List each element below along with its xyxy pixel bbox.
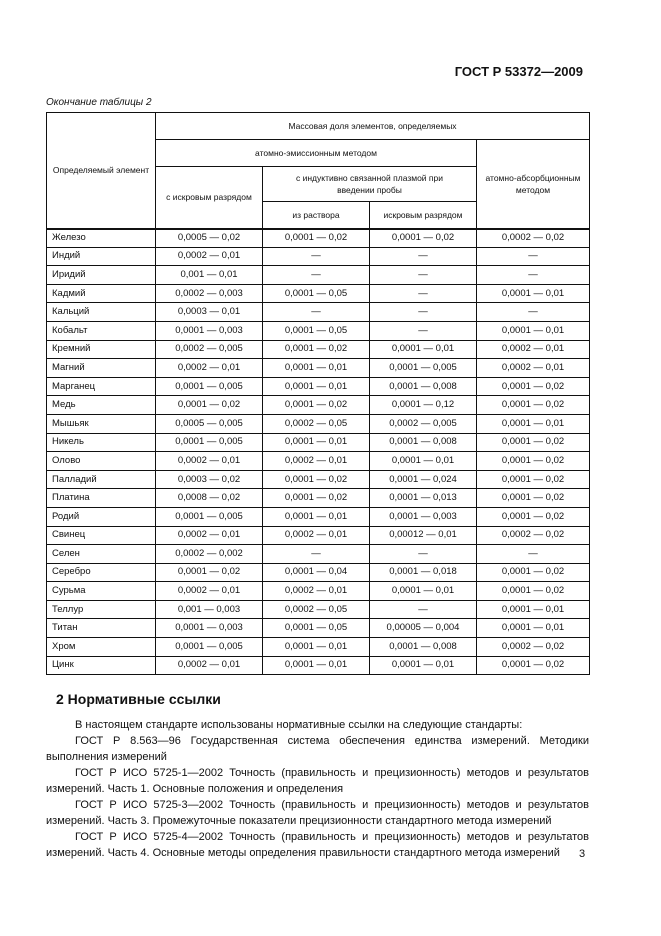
cell-icp-solution: 0,0001 — 0,02: [263, 396, 370, 415]
cell-icp-spark: 0,0001 — 0,008: [370, 638, 477, 657]
cell-element: Свинец: [47, 526, 156, 545]
cell-icp-solution: 0,0001 — 0,01: [263, 433, 370, 452]
cell-icp-solution: 0,0001 — 0,01: [263, 656, 370, 675]
cell-element: Титан: [47, 619, 156, 638]
cell-aas: 0,0001 — 0,02: [477, 582, 590, 601]
document-id: ГОСТ Р 53372—2009: [454, 64, 583, 79]
table-row: [47, 433, 590, 452]
table-row: [47, 303, 590, 322]
cell-aas: 0,0001 — 0,02: [477, 563, 590, 582]
cell-element: Кадмий: [47, 284, 156, 303]
cell-element: Олово: [47, 452, 156, 471]
cell-icp-solution: 0,0002 — 0,05: [263, 414, 370, 433]
cell-element: Палладий: [47, 470, 156, 489]
cell-element: Индий: [47, 247, 156, 266]
header-element: Определяемый элемент: [47, 113, 156, 229]
cell-icp-spark: 0,0001 — 0,018: [370, 563, 477, 582]
paragraph: ГОСТ Р 8.563—96 Государственная система обеспечения единства измерений. Методики выполнения измерений: [46, 735, 589, 763]
cell-element: Теллур: [47, 600, 156, 619]
cell-element: Селен: [47, 545, 156, 564]
cell-icp-solution: 0,0001 — 0,04: [263, 563, 370, 582]
header-icp-spark: искровым разрядом: [370, 202, 477, 229]
cell-spark: 0,0005 — 0,02: [156, 229, 263, 248]
cell-spark: 0,0001 — 0,005: [156, 638, 263, 657]
cell-icp-solution: —: [263, 545, 370, 564]
table-row: [47, 377, 590, 396]
cell-icp-solution: 0,0002 — 0,01: [263, 582, 370, 601]
cell-icp-spark: 0,00012 — 0,01: [370, 526, 477, 545]
cell-element: Серебро: [47, 563, 156, 582]
cell-element: Кремний: [47, 340, 156, 359]
cell-icp-spark: 0,0001 — 0,003: [370, 507, 477, 526]
cell-aas: —: [477, 266, 590, 285]
cell-aas: —: [477, 545, 590, 564]
table-row: [47, 470, 590, 489]
cell-icp-solution: 0,0001 — 0,05: [263, 619, 370, 638]
cell-aas: 0,0001 — 0,01: [477, 619, 590, 638]
cell-element: Кальций: [47, 303, 156, 322]
cell-icp-solution: 0,0002 — 0,05: [263, 600, 370, 619]
cell-aas: 0,0001 — 0,02: [477, 377, 590, 396]
cell-icp-solution: 0,0001 — 0,02: [263, 229, 370, 248]
cell-element: Магний: [47, 359, 156, 378]
cell-icp-solution: —: [263, 266, 370, 285]
cell-icp-solution: 0,0001 — 0,01: [263, 507, 370, 526]
cell-element: Мышьяк: [47, 414, 156, 433]
table-row: [47, 247, 590, 266]
cell-spark: 0,0002 — 0,01: [156, 526, 263, 545]
cell-icp-solution: 0,0001 — 0,01: [263, 638, 370, 657]
cell-element: Родий: [47, 507, 156, 526]
table-row: [47, 656, 590, 675]
header-solution: из раствора: [263, 202, 370, 229]
cell-spark: 0,0002 — 0,005: [156, 340, 263, 359]
cell-icp-spark: 0,0001 — 0,013: [370, 489, 477, 508]
cell-aas: —: [477, 247, 590, 266]
cell-aas: 0,0001 — 0,02: [477, 452, 590, 471]
cell-aas: 0,0001 — 0,02: [477, 396, 590, 415]
paragraph: ГОСТ Р ИСО 5725-1—2002 Точность (правильность и прецизионность) методов и результатов измерений. Часть 1. Основные положения и определения: [46, 767, 589, 795]
header-mass-fraction: Массовая доля элементов, определяемых: [156, 113, 590, 140]
cell-aas: 0,0001 — 0,02: [477, 507, 590, 526]
cell-spark: 0,0008 — 0,02: [156, 489, 263, 508]
cell-element: Кобальт: [47, 321, 156, 340]
table-row: [47, 545, 590, 564]
cell-icp-solution: 0,0002 — 0,01: [263, 526, 370, 545]
cell-aas: 0,0001 — 0,02: [477, 470, 590, 489]
cell-icp-spark: —: [370, 303, 477, 322]
cell-element: Цинк: [47, 656, 156, 675]
cell-aas: 0,0001 — 0,02: [477, 656, 590, 675]
cell-icp-solution: 0,0001 — 0,01: [263, 359, 370, 378]
table-row: [47, 600, 590, 619]
cell-icp-spark: 0,0001 — 0,008: [370, 433, 477, 452]
cell-spark: 0,0002 — 0,01: [156, 359, 263, 378]
table-row: [47, 359, 590, 378]
cell-spark: 0,001 — 0,01: [156, 266, 263, 285]
cell-icp-solution: 0,0001 — 0,02: [263, 470, 370, 489]
cell-element: Иридий: [47, 266, 156, 285]
concentration-table: [46, 112, 590, 675]
cell-spark: 0,0002 — 0,002: [156, 545, 263, 564]
cell-aas: 0,0002 — 0,02: [477, 526, 590, 545]
cell-spark: 0,0001 — 0,02: [156, 563, 263, 582]
cell-icp-spark: —: [370, 247, 477, 266]
cell-aas: 0,0001 — 0,01: [477, 414, 590, 433]
cell-aas: 0,0001 — 0,01: [477, 321, 590, 340]
cell-aas: —: [477, 303, 590, 322]
table-row: [47, 619, 590, 638]
cell-icp-spark: 0,0001 — 0,005: [370, 359, 477, 378]
cell-icp-spark: 0,0001 — 0,01: [370, 656, 477, 675]
cell-icp-solution: —: [263, 247, 370, 266]
cell-icp-solution: 0,0002 — 0,01: [263, 452, 370, 471]
cell-icp-spark: 0,0001 — 0,024: [370, 470, 477, 489]
cell-icp-spark: —: [370, 600, 477, 619]
cell-icp-spark: 0,0001 — 0,01: [370, 582, 477, 601]
table-row: [47, 340, 590, 359]
cell-icp-spark: —: [370, 266, 477, 285]
cell-aas: 0,0001 — 0,02: [477, 489, 590, 508]
section-body: [46, 717, 589, 861]
table-row: [47, 452, 590, 471]
cell-icp-solution: 0,0001 — 0,02: [263, 340, 370, 359]
table-row: [47, 284, 590, 303]
cell-icp-spark: —: [370, 321, 477, 340]
header-spark: с искровым разрядом: [156, 167, 263, 229]
cell-element: Хром: [47, 638, 156, 657]
table-row: [47, 638, 590, 657]
cell-element: Сурьма: [47, 582, 156, 601]
header-aas: атомно-абсорбционным методом: [477, 140, 590, 229]
paragraph: ГОСТ Р ИСО 5725-4—2002 Точность (правильность и прецизионность) методов и результатов измерений. Часть 4. Основные методы определения правильности стандартного метода измерений: [46, 831, 589, 859]
cell-aas: 0,0001 — 0,01: [477, 600, 590, 619]
header-icp: с индуктивно связанной плазмой при введении пробы: [263, 167, 477, 202]
cell-icp-spark: —: [370, 545, 477, 564]
table-row: [47, 507, 590, 526]
cell-icp-spark: 0,0001 — 0,01: [370, 452, 477, 471]
page-number: 3: [579, 848, 586, 860]
cell-spark: 0,0001 — 0,005: [156, 507, 263, 526]
cell-element: Платина: [47, 489, 156, 508]
cell-icp-solution: 0,0001 — 0,05: [263, 284, 370, 303]
cell-spark: 0,0002 — 0,003: [156, 284, 263, 303]
section-title: 2 Нормативные ссылки: [56, 691, 221, 707]
cell-spark: 0,0002 — 0,01: [156, 452, 263, 471]
cell-element: Никель: [47, 433, 156, 452]
cell-icp-spark: 0,0002 — 0,005: [370, 414, 477, 433]
header-aes: атомно-эмиссионным методом: [156, 140, 477, 167]
cell-element: Марганец: [47, 377, 156, 396]
cell-icp-spark: 0,0001 — 0,01: [370, 340, 477, 359]
cell-icp-solution: —: [263, 303, 370, 322]
table-body: [47, 229, 590, 675]
cell-icp-spark: 0,0001 — 0,12: [370, 396, 477, 415]
cell-spark: 0,0002 — 0,01: [156, 247, 263, 266]
cell-aas: 0,0001 — 0,02: [477, 433, 590, 452]
table-row: [47, 489, 590, 508]
cell-aas: 0,0001 — 0,01: [477, 284, 590, 303]
cell-icp-spark: 0,0001 — 0,02: [370, 229, 477, 248]
cell-spark: 0,0001 — 0,02: [156, 396, 263, 415]
table-row: [47, 563, 590, 582]
paragraph: В настоящем стандарте использованы нормативные ссылки на следующие стандарты:: [75, 719, 523, 731]
cell-spark: 0,0002 — 0,01: [156, 582, 263, 601]
cell-spark: 0,0003 — 0,01: [156, 303, 263, 322]
cell-spark: 0,0001 — 0,003: [156, 321, 263, 340]
cell-aas: 0,0002 — 0,02: [477, 229, 590, 248]
table-row: [47, 526, 590, 545]
cell-spark: 0,0002 — 0,01: [156, 656, 263, 675]
cell-aas: 0,0002 — 0,01: [477, 340, 590, 359]
cell-element: Медь: [47, 396, 156, 415]
cell-aas: 0,0002 — 0,02: [477, 638, 590, 657]
cell-icp-solution: 0,0001 — 0,02: [263, 489, 370, 508]
cell-element: Железо: [47, 229, 156, 248]
cell-spark: 0,0001 — 0,003: [156, 619, 263, 638]
cell-spark: 0,0005 — 0,005: [156, 414, 263, 433]
cell-icp-spark: —: [370, 284, 477, 303]
cell-spark: 0,0003 — 0,02: [156, 470, 263, 489]
table-row: [47, 414, 590, 433]
table-row: [47, 396, 590, 415]
cell-spark: 0,001 — 0,003: [156, 600, 263, 619]
paragraph: ГОСТ Р ИСО 5725-3—2002 Точность (правильность и прецизионность) методов и результатов измерений. Часть 3. Промежуточные показатели прецизионности стандартного метода измерений: [46, 799, 589, 827]
table-row: [47, 266, 590, 285]
cell-icp-solution: 0,0001 — 0,05: [263, 321, 370, 340]
table-row: [47, 321, 590, 340]
cell-icp-solution: 0,0001 — 0,01: [263, 377, 370, 396]
cell-icp-spark: 0,00005 — 0,004: [370, 619, 477, 638]
table-row: [47, 582, 590, 601]
cell-spark: 0,0001 — 0,005: [156, 377, 263, 396]
cell-spark: 0,0001 — 0,005: [156, 433, 263, 452]
table-row: [47, 229, 590, 248]
table-caption: Окончание таблицы 2: [46, 97, 152, 108]
cell-aas: 0,0002 — 0,01: [477, 359, 590, 378]
cell-icp-spark: 0,0001 — 0,008: [370, 377, 477, 396]
